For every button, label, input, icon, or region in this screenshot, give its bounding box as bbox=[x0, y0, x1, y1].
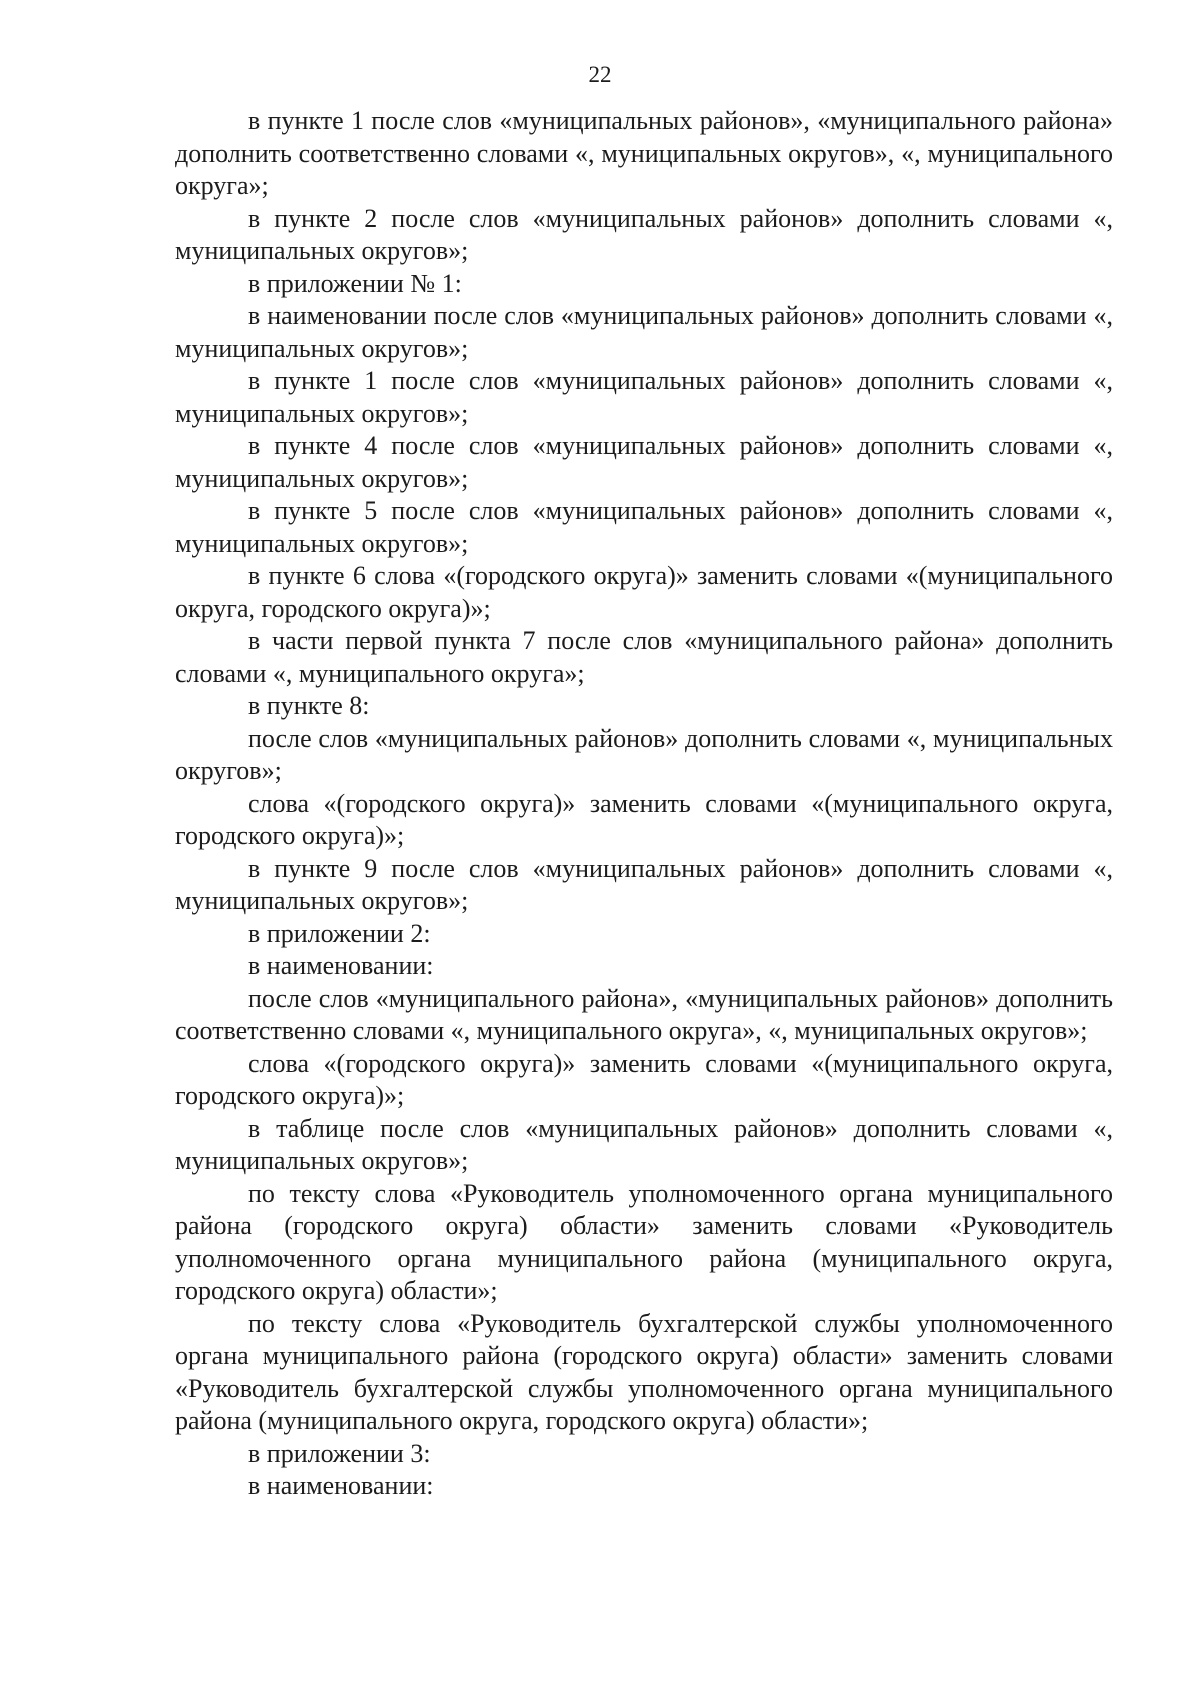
paragraph: в пункте 4 после слов «муниципальных районов» дополнить словами «, муниципальных округов»; bbox=[175, 431, 1113, 493]
paragraph: в приложении 2: bbox=[248, 918, 431, 948]
paragraph: в пункте 1 после слов «муниципальных районов», «муниципального района» дополнить соответственно словами «, муниципальных округов», «, муниципального округа»; bbox=[175, 106, 1113, 200]
paragraph: в наименовании: bbox=[248, 951, 434, 980]
paragraph: в части первой пункта 7 после слов «муниципального района» дополнить словами «, муниципального округа»; bbox=[175, 626, 1113, 688]
paragraph: слова «(городского округа)» заменить словами «(муниципального округа, городского округа)»; bbox=[175, 788, 1113, 850]
paragraph: после слов «муниципального района», «муниципальных районов» дополнить соответственно словами «, муниципального округа», «, муниципальных округов»; bbox=[175, 983, 1113, 1045]
document-body bbox=[175, 105, 1113, 1503]
paragraph: в наименовании: bbox=[248, 1471, 434, 1500]
paragraph: в пункте 2 после слов «муниципальных районов» дополнить словами «, муниципальных округов»; bbox=[175, 203, 1113, 265]
paragraph: после слов «муниципальных районов» дополнить словами «, муниципальных округов»; bbox=[175, 723, 1113, 785]
paragraph: слова «(городского округа)» заменить словами «(муниципального округа, городского округа)»; bbox=[175, 1048, 1113, 1110]
paragraph: по тексту слова «Руководитель бухгалтерской службы уполномоченного органа муниципального района (городского округа) области» заменить словами «Руководитель бухгалтерской службы уполномоченного органа муниципального района (муниципального округа, городского округа) области»; bbox=[175, 1308, 1113, 1435]
paragraph: в пункте 8: bbox=[248, 691, 370, 720]
page-number: 22 bbox=[588, 62, 612, 87]
paragraph: в приложении № 1: bbox=[248, 268, 462, 298]
paragraph: в приложении 3: bbox=[248, 1438, 431, 1468]
paragraph: в пункте 1 после слов «муниципальных районов» дополнить словами «, муниципальных округов»; bbox=[175, 366, 1113, 428]
paragraph: в таблице после слов «муниципальных районов» дополнить словами «, муниципальных округов»; bbox=[175, 1113, 1113, 1175]
paragraph: по тексту слова «Руководитель уполномоченного органа муниципального района (городского округа) области» заменить словами «Руководитель уполномоченного органа муниципального района (муниципального округа, городского округа) области»; bbox=[175, 1178, 1113, 1305]
paragraph: в наименовании после слов «муниципальных районов» дополнить словами «, муниципальных округов»; bbox=[175, 301, 1113, 363]
paragraph: в пункте 9 после слов «муниципальных районов» дополнить словами «, муниципальных округов»; bbox=[175, 853, 1113, 915]
paragraph: в пункте 5 после слов «муниципальных районов» дополнить словами «, муниципальных округов»; bbox=[175, 496, 1113, 558]
paragraph: в пункте 6 слова «(городского округа)» заменить словами «(муниципального округа, городского округа)»; bbox=[175, 561, 1113, 623]
